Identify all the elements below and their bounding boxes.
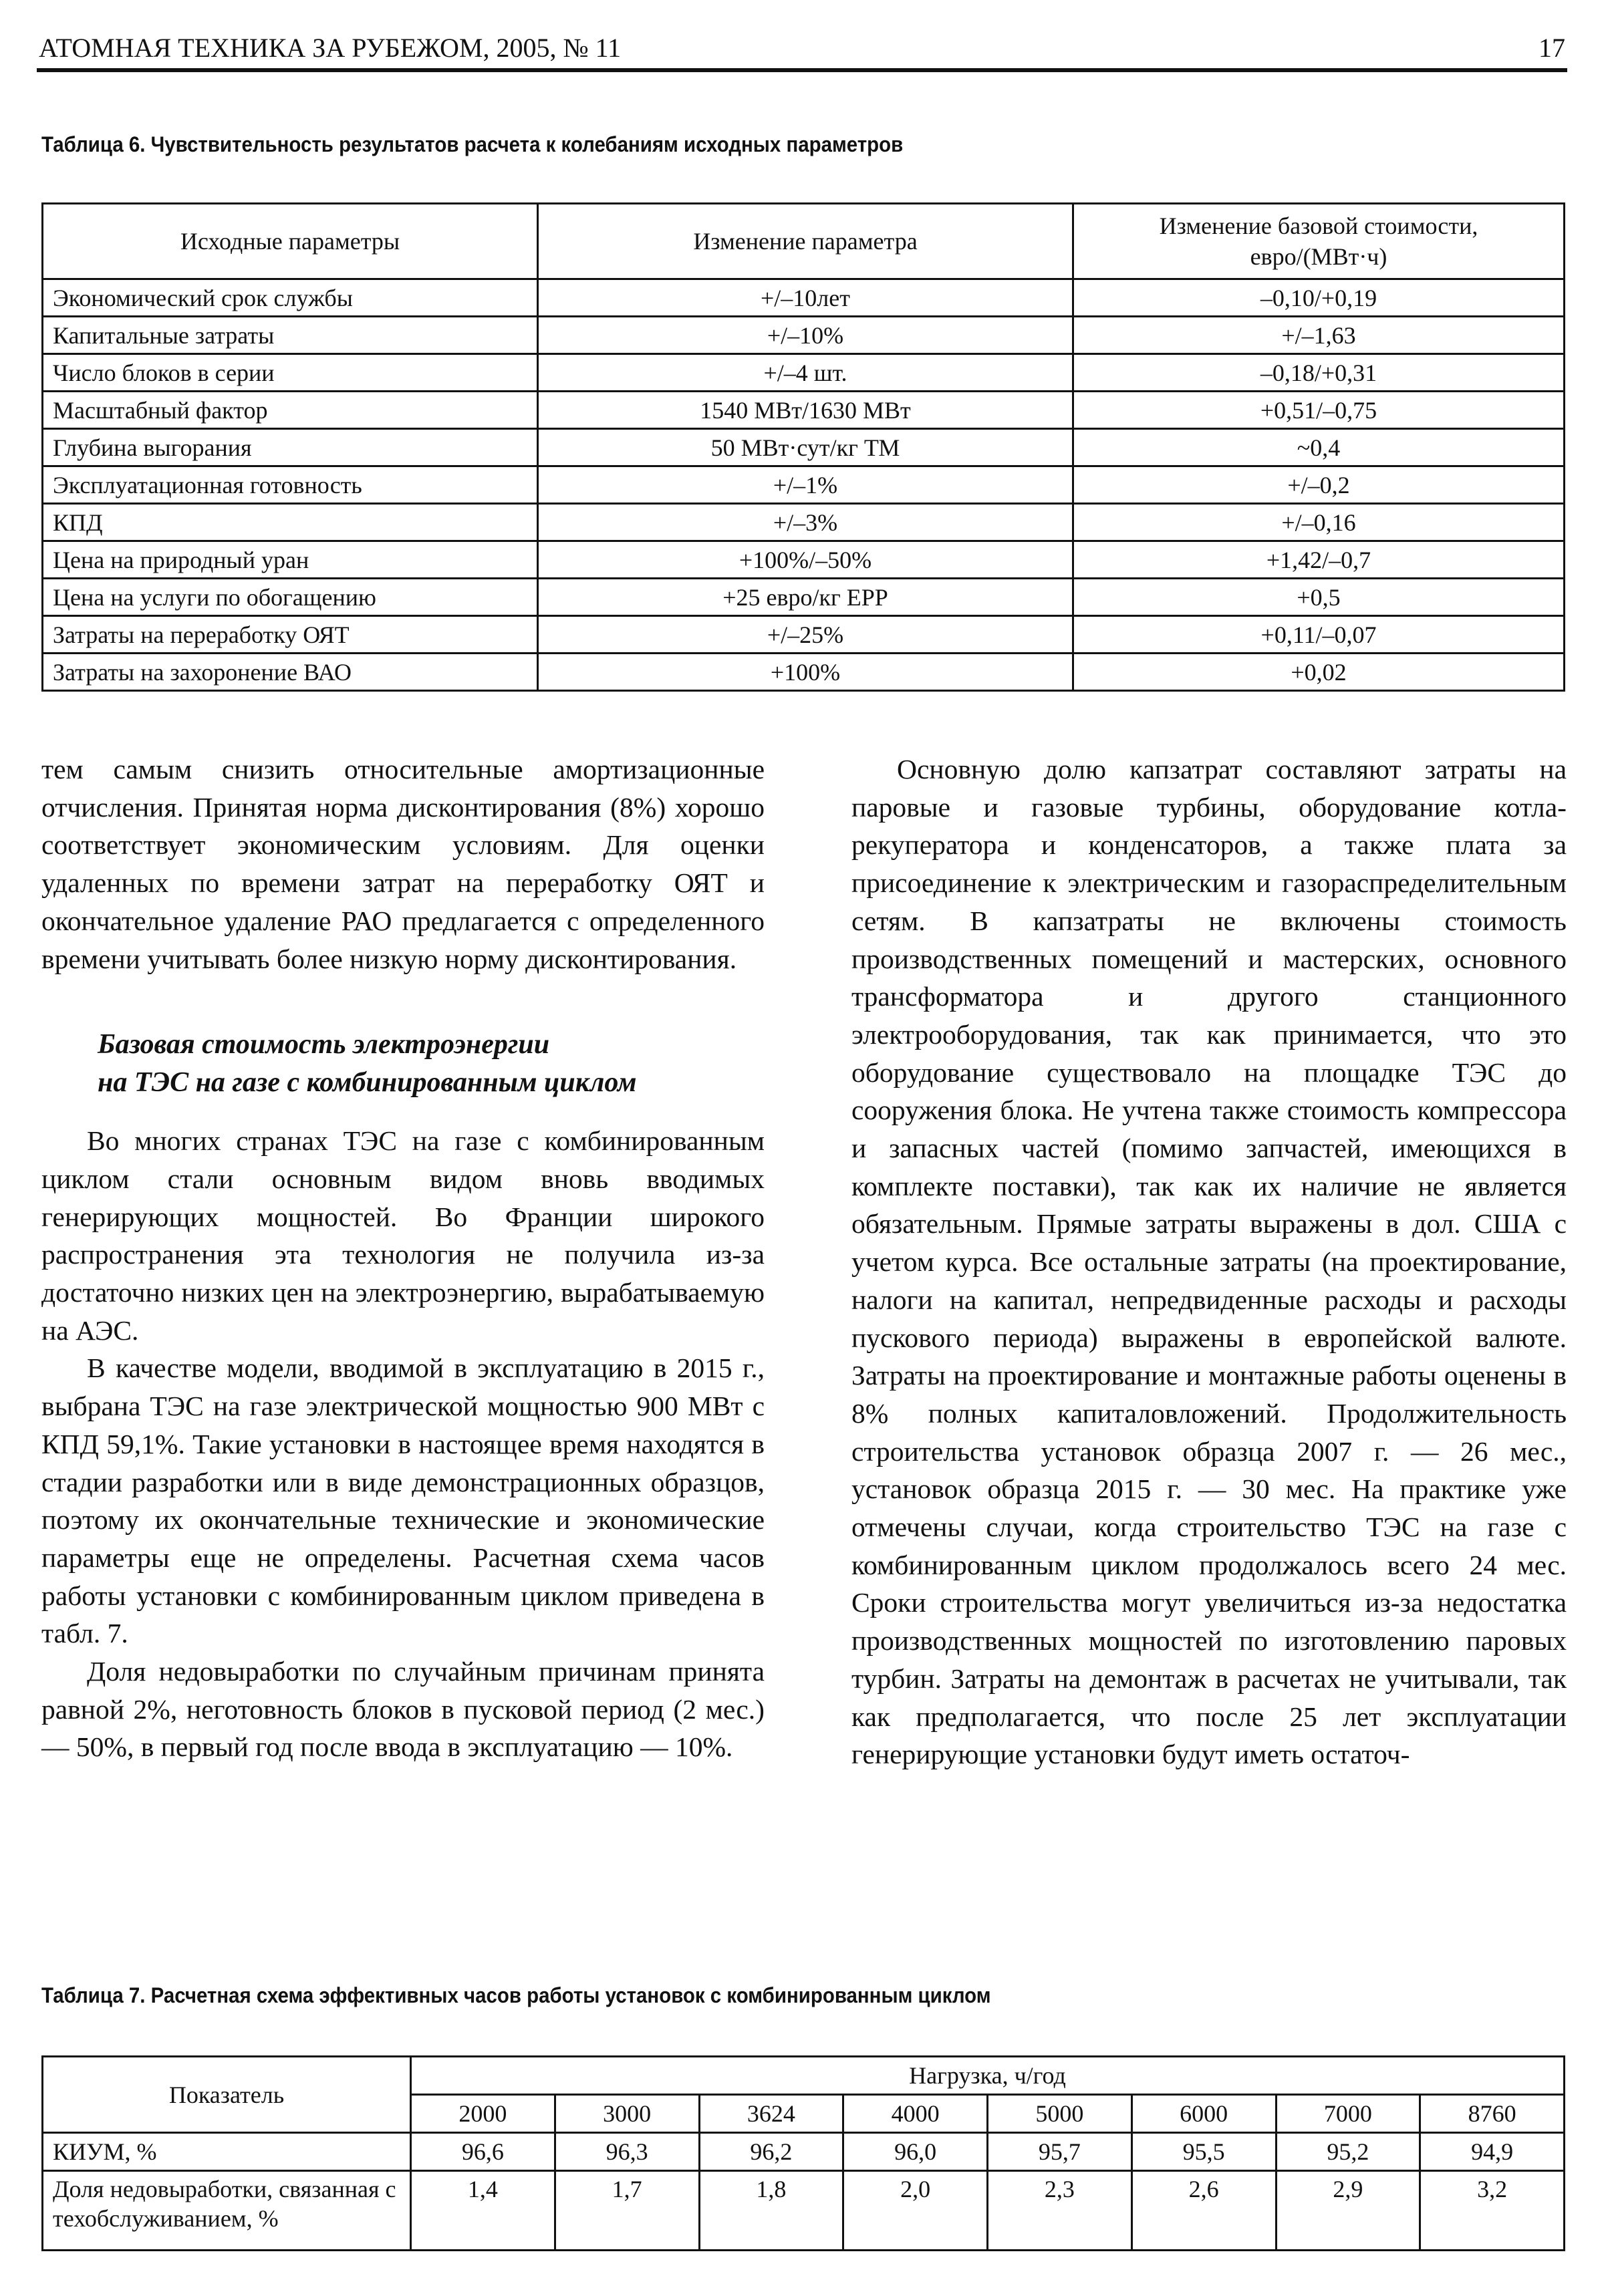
running-head: [39, 27, 1565, 74]
load-hours-cell: 8760: [1420, 2095, 1565, 2133]
table-row: [43, 2133, 1565, 2171]
table-row: [43, 354, 1565, 392]
param-cell: Эксплуатационная готовность: [43, 466, 538, 504]
table7-header-load: Нагрузка, ч/год: [411, 2057, 1565, 2095]
table6-sensitivity: [41, 202, 1565, 692]
cost-cell: –0,10/+0,19: [1073, 279, 1565, 317]
param-cell: Масштабный фактор: [43, 392, 538, 429]
table6-caption: Таблица 6. Чувствительность результатов расчета к колебаниям исходных параметров: [41, 132, 904, 156]
section-heading-line2: на ТЭС на газе с комбинированным циклом: [98, 1067, 637, 1099]
body-paragraph: Основную долю капзатрат составляют затраты на паровые и газовые турбины, оборудование котла-рекуператора и конденсаторов, а также плата за присоединение к электрическим и газораспределительным сетям. В капзатраты не включены стоимость производственных помещений и мастерских, основного трансформатора и другого станционного электрооборудования, так как принимается, что это оборудование существовало на площадке ТЭС до сооружения блока. Не учтена также стоимость компрессора и запасных частей (помимо запчастей, имеющихся в комплекте поставки), так как их наличие не является обязательным. Прямые затраты выражены в дол. США с учетом курса. Все остальные затраты (на проектирование, налоги на капитал, непредвиденные расходы и расходы пускового периода) выражены в европейской валюте. Затраты на проектирование и монтажные работы оценены в 8% полных капиталовложений. Продолжительность строительства установок образца 2007 г. — 26 мес., установок образца 2015 г. — 30 мес. На практике уже отмечены случаи, когда строительство ТЭС на газе с комбинированным циклом продолжалось всего 24 мес. Сроки строительства могут увеличиться из-за недостатка производственных мощностей по изготовлению паровых турбин. Затраты на демонтаж в расчетах не учитывали, так как предполагается, что после 25 лет эксплуатации генерирующие установки будут иметь остаточ-: [851, 754, 1567, 1770]
load-hours-cell: 6000: [1131, 2095, 1276, 2133]
left-column: [41, 750, 765, 1766]
change-cell: +100%/–50%: [538, 541, 1073, 579]
cost-cell: +0,5: [1073, 579, 1565, 616]
load-hours-cell: 2000: [411, 2095, 555, 2133]
cost-cell: +0,11/–0,07: [1073, 616, 1565, 654]
change-cell: +25 евро/кг ЕРР: [538, 579, 1073, 616]
section-heading: [41, 1026, 765, 1102]
value-cell: 1,4: [411, 2171, 555, 2251]
body-paragraph: Доля недовыработки по случайным причинам принята равной 2%, неготовность блоков в пусковой период (2 мес.) — 50%, в первый год после ввода в эксплуатацию — 10%.: [41, 1656, 765, 1763]
table-row: [43, 654, 1565, 691]
cost-cell: –0,18/+0,31: [1073, 354, 1565, 392]
value-cell: 96,0: [843, 2133, 988, 2171]
table-row: [43, 429, 1565, 466]
param-cell: Экономический срок службы: [43, 279, 538, 317]
section-heading-line1: Базовая стоимость электроэнергии: [98, 1029, 550, 1060]
load-hours-cell: 3000: [555, 2095, 699, 2133]
value-cell: 1,8: [699, 2171, 843, 2251]
value-cell: 2,0: [843, 2171, 988, 2251]
change-cell: 50 МВт·сут/кг ТМ: [538, 429, 1073, 466]
cost-cell: +1,42/–0,7: [1073, 541, 1565, 579]
value-cell: 96,3: [555, 2133, 699, 2171]
cost-cell: +/–1,63: [1073, 317, 1565, 354]
row-label: КИУМ, %: [43, 2133, 411, 2171]
table6-header-cost-change: Изменение базовой стоимости, евро/(МВт·ч): [1073, 204, 1565, 279]
change-cell: +/–25%: [538, 616, 1073, 654]
value-cell: 96,6: [411, 2133, 555, 2171]
change-cell: +/–1%: [538, 466, 1073, 504]
table-row: [43, 579, 1565, 616]
change-cell: +/–10%: [538, 317, 1073, 354]
table7-caption: Таблица 7. Расчетная схема эффективных часов работы установок с комбинированным циклом: [41, 1983, 991, 2007]
change-cell: 1540 МВт/1630 МВт: [538, 392, 1073, 429]
change-cell: +/–10лет: [538, 279, 1073, 317]
page-number: 17: [1539, 33, 1565, 63]
table-row: [43, 279, 1565, 317]
param-cell: КПД: [43, 504, 538, 541]
load-hours-cell: 5000: [988, 2095, 1132, 2133]
table7-effective-hours: [41, 2055, 1565, 2251]
load-hours-cell: 4000: [843, 2095, 988, 2133]
value-cell: 95,7: [988, 2133, 1132, 2171]
body-paragraph: тем самым снизить относительные амортизационные отчисления. Принятая норма дисконтирования (8%) хорошо соответствует экономическим условиям. Для оценки удаленных по времени затрат на переработку ОЯТ и окончательное удаление РАО предлагается с определенного времени учитывать более низкую норму дисконтирования.: [41, 754, 765, 974]
value-cell: 96,2: [699, 2133, 843, 2171]
table6-header-param: Исходные параметры: [43, 204, 538, 279]
right-column: [851, 750, 1567, 1773]
body-paragraph: Во многих странах ТЭС на газе с комбинированным циклом стали основным видом вновь вводимых генерирующих мощностей. Во Франции широкого распространения эта технология не получила из-за достаточно низких цен на электроэнергию, вырабатываемую на АЭС.: [41, 1125, 765, 1346]
table6-header-row: [43, 204, 1565, 279]
value-cell: 2,6: [1131, 2171, 1276, 2251]
table-row: [43, 392, 1565, 429]
table7-group-header-row: [43, 2057, 1565, 2095]
change-cell: +/–3%: [538, 504, 1073, 541]
table-row: [43, 541, 1565, 579]
table-row: [43, 317, 1565, 354]
value-cell: 3,2: [1420, 2171, 1565, 2251]
cost-cell: +0,02: [1073, 654, 1565, 691]
param-cell: Затраты на захоронение ВАО: [43, 654, 538, 691]
body-paragraph: В качестве модели, вводимой в эксплуатацию в 2015 г., выбрана ТЭС на газе электрической мощностью 900 МВт с КПД 59,1%. Такие установки в настоящее время находятся в стадии разработки или в виде демонстрационных образцов, поэтому их окончательные технические и экономические параметры еще не определены. Расчетная схема часов работы установки с комбинированным циклом приведена в табл. 7.: [41, 1352, 765, 1649]
param-cell: Капитальные затраты: [43, 317, 538, 354]
param-cell: Число блоков в серии: [43, 354, 538, 392]
cost-cell: ~0,4: [1073, 429, 1565, 466]
cost-cell: +/–0,16: [1073, 504, 1565, 541]
value-cell: 95,5: [1131, 2133, 1276, 2171]
param-cell: Цена на услуги по обогащению: [43, 579, 538, 616]
header-rule: [37, 68, 1567, 72]
param-cell: Цена на природный уран: [43, 541, 538, 579]
table-row: [43, 504, 1565, 541]
value-cell: 2,3: [988, 2171, 1132, 2251]
table6-header-change: Изменение параметра: [538, 204, 1073, 279]
table-row: [43, 616, 1565, 654]
load-hours-cell: 3624: [699, 2095, 843, 2133]
table7-header-indicator: Показатель: [43, 2057, 411, 2133]
value-cell: 2,9: [1276, 2171, 1420, 2251]
table-row: [43, 466, 1565, 504]
row-label: Доля недовыработки, связанная с техобслуживанием, %: [43, 2171, 411, 2251]
table-row: [43, 2171, 1565, 2251]
param-cell: Затраты на переработку ОЯТ: [43, 616, 538, 654]
change-cell: +/–4 шт.: [538, 354, 1073, 392]
journal-title: АТОМНАЯ ТЕХНИКА ЗА РУБЕЖОМ, 2005, № 11: [39, 33, 622, 63]
change-cell: +100%: [538, 654, 1073, 691]
param-cell: Глубина выгорания: [43, 429, 538, 466]
value-cell: 95,2: [1276, 2133, 1420, 2171]
value-cell: 94,9: [1420, 2133, 1565, 2171]
cost-cell: +0,51/–0,75: [1073, 392, 1565, 429]
cost-cell: +/–0,2: [1073, 466, 1565, 504]
load-hours-cell: 7000: [1276, 2095, 1420, 2133]
value-cell: 1,7: [555, 2171, 699, 2251]
